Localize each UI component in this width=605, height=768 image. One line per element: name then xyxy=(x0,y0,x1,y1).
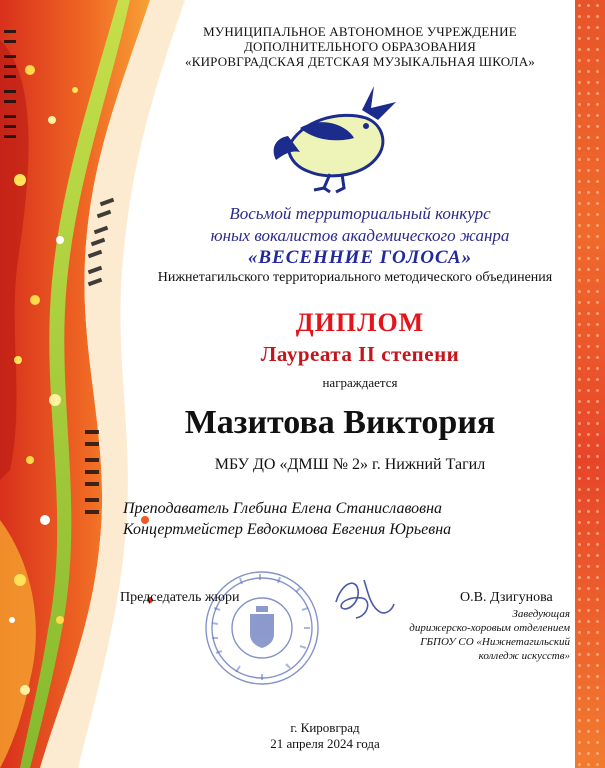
diploma-title: ДИПЛОМ xyxy=(295,308,425,337)
laureate-degree: Лауреата II степени xyxy=(260,342,460,366)
chair-title-4: колледж искусств» xyxy=(478,650,570,662)
recipient-school: МБУ ДО «ДМШ № 2» г. Нижний Тагил xyxy=(214,456,486,473)
singing-bird-logo xyxy=(270,80,410,195)
chair-title-1: Заведующая xyxy=(512,608,570,620)
footer-date: 21 апреля 2024 года xyxy=(270,736,380,751)
recipient-name: Мазитова Виктория xyxy=(184,404,496,441)
chair-label: Председатель жюри xyxy=(120,590,240,605)
footer-city: г. Кировград xyxy=(290,720,360,735)
header-line-3: «КИРОВГРАДСКАЯ ДЕТСКАЯ МУЗЫКАЛЬНАЯ ШКОЛА» xyxy=(185,54,535,69)
contest-line-1: Восьмой территориальный конкурс xyxy=(229,204,491,223)
accompanist-line: Концертмейстер Евдокимова Евгения Юрьевна xyxy=(123,521,452,538)
contest-line-2: юных вокалистов академического жанра xyxy=(210,226,510,245)
chair-title-2: дирижерско-хоровым отделением xyxy=(409,622,570,634)
header-line-1: МУНИЦИПАЛЬНОЕ АВТОНОМНОЕ УЧРЕЖДЕНИЕ xyxy=(203,24,517,39)
teacher-line: Преподаватель Глебина Елена Станиславовна xyxy=(123,500,443,517)
signature xyxy=(328,572,398,622)
chair-name: О.В. Дзигунова xyxy=(460,590,553,605)
chair-title-3: ГБПОУ СО «Нижнетагильский xyxy=(420,636,570,648)
header-line-2: ДОПОЛНИТЕЛЬНОГО ОБРАЗОВАНИЯ xyxy=(243,39,477,54)
official-stamp xyxy=(200,568,325,688)
awarded-label: награждается xyxy=(322,375,398,390)
association-line: Нижнетагильского территориального методического объединения xyxy=(157,270,553,285)
contest-title: «ВЕСЕННИЕ ГОЛОСА» xyxy=(247,247,473,268)
